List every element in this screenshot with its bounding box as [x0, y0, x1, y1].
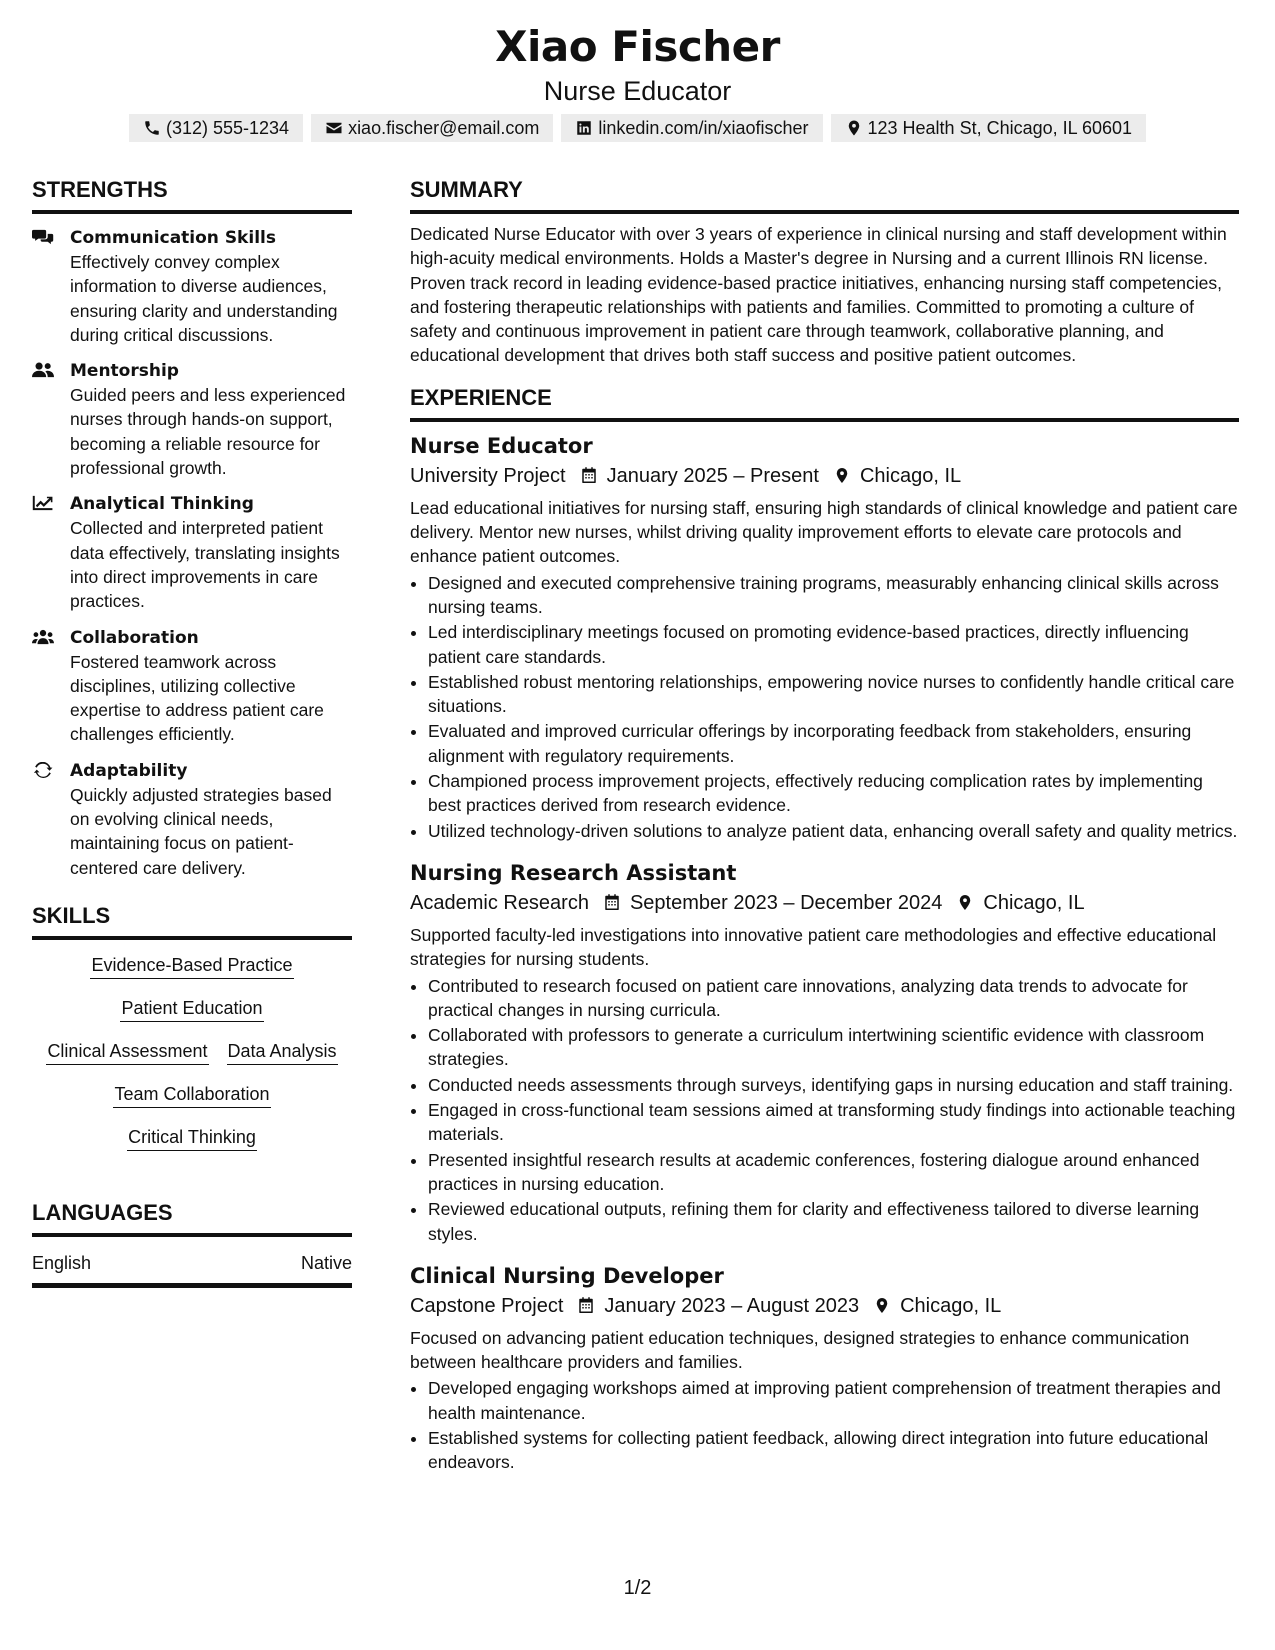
- experience-section: [410, 384, 1239, 1475]
- page-number: 1/2: [623, 1577, 652, 1599]
- phone-icon: [143, 119, 161, 137]
- job-bullet: • Reviewed educational outputs, refining them for clarity and effectiveness tailored to diverse learning styles.: [428, 1197, 1239, 1246]
- map-pin-icon: [873, 1296, 891, 1315]
- job-bullet: • Evaluated and improved curricular offerings by incorporating feedback from stakeholders, ensuring alignment with regulatory requirements.: [428, 719, 1239, 768]
- candidate-title: Nurse Educator: [543, 76, 732, 106]
- job-entry: [410, 432, 1239, 843]
- summary-section: [410, 176, 1239, 368]
- job-dates: January 2025 – Present: [606, 464, 819, 487]
- job-bullets: [410, 974, 1239, 1246]
- job-title: Nursing Research Assistant: [410, 860, 737, 885]
- job-meta: [410, 1291, 1239, 1321]
- users-icon: [32, 362, 54, 378]
- experience-heading: EXPERIENCE: [410, 384, 1239, 422]
- strengths-heading: STRENGTHS: [32, 176, 352, 214]
- job-location: Chicago, IL: [859, 464, 962, 487]
- left-column: [32, 176, 352, 1476]
- job-location: Chicago, IL: [983, 891, 1085, 914]
- strength-item: [32, 759, 352, 880]
- strength-description: Fostered teamwork across disciplines, utilizing collective expertise to address patient care challenges efficiently.: [70, 651, 324, 745]
- strength-description: Collected and interpreted patient data effectively, translating insights into direct improvements in care practices.: [70, 518, 340, 612]
- linkedin-icon: [575, 119, 593, 137]
- sync-icon: [32, 762, 54, 778]
- job-bullet: • Established systems for collecting patient feedback, allowing direct integration into future educational endeavors.: [428, 1426, 1239, 1475]
- job-location: Chicago, IL: [900, 1294, 1002, 1317]
- group-icon: [32, 629, 54, 645]
- map-pin-icon: [956, 893, 974, 912]
- job-bullet: • Established robust mentoring relationships, empowering novice nurses to confidently handle critical care situations.: [428, 670, 1239, 719]
- strength-item: [32, 359, 352, 480]
- skill-tag: Critical Thinking: [127, 1124, 257, 1151]
- contact-address: [831, 114, 1147, 142]
- job-title: Clinical Nursing Developer: [410, 1263, 724, 1288]
- strength-name: Communication Skills: [70, 228, 276, 248]
- strength-name: Analytical Thinking: [70, 494, 254, 515]
- strength-name: Collaboration: [70, 627, 199, 648]
- job-entry: [410, 859, 1239, 1246]
- right-column: [410, 176, 1239, 1476]
- skills-heading: SKILLS: [32, 902, 352, 940]
- strength-description: Guided peers and less experienced nurses through hands-on support, becoming a reliable resource for professional growth.: [70, 385, 346, 479]
- job-organization: University Project: [410, 464, 566, 487]
- skill-tag: Clinical Assessment: [46, 1038, 208, 1065]
- job-dates: September 2023 – December 2024: [629, 891, 943, 914]
- job-bullet: • Championed process improvement projects, effectively reducing complication rates by implementing best practices derived from research evidence.: [428, 769, 1239, 818]
- job-description: Supported faculty-led investigations into innovative patient care methodologies and effective educational strategies for nursing students.: [410, 924, 1217, 970]
- summary-heading: SUMMARY: [410, 176, 1239, 214]
- languages-heading: LANGUAGES: [32, 1199, 352, 1237]
- candidate-name: Xiao Fischer: [495, 22, 780, 71]
- job-bullet: • Designed and executed comprehensive training programs, measurably enhancing clinical skills across nursing teams.: [428, 571, 1239, 620]
- job-entry: [410, 1262, 1239, 1475]
- strength-item: [32, 626, 352, 747]
- strength-item: [32, 492, 352, 613]
- skill-tag: Evidence-Based Practice: [90, 952, 293, 979]
- summary-text: Dedicated Nurse Educator with over 3 years of experience in clinical nursing and staff development within high-acuity medical environments. Holds a Master's degree in Nursing and a current Illinois RN license. Proven track record in leading evidence-based practice initiatives, enhancing nursing staff competencies, and fostering therapeutic relationships with patients and families. Committed to promoting a culture of safety and continuous improvement in patient care through teamwork, collaborative planning, and educational development that drives both staff success and positive patient outcomes.: [410, 224, 1227, 366]
- calendar-icon: [580, 466, 598, 485]
- language-level: Native: [300, 1252, 352, 1273]
- job-bullet: • Contributed to research focused on patient care innovations, analyzing data trends to advocate for practical changes in nursing curricula.: [428, 974, 1239, 1023]
- strength-name: Mentorship: [70, 361, 179, 382]
- skill-tag: Team Collaboration: [113, 1081, 270, 1108]
- skills-section: [32, 902, 352, 1151]
- strength-item: [32, 226, 352, 347]
- strength-name: Adaptability: [70, 760, 188, 781]
- job-bullet: • Collaborated with professors to generate a curriculum intertwining scientific evidence with classroom strategies.: [428, 1023, 1239, 1072]
- job-bullet: • Led interdisciplinary meetings focused on promoting evidence-based practices, directly influencing patient care standards.: [428, 620, 1239, 669]
- strengths-section: [32, 176, 352, 880]
- job-description: Lead educational initiatives for nursing staff, ensuring high standards of clinical knowledge and patient care delivery. Mentor new nurses, whilst driving quality improvement efforts to elevate care protocols and enhance patient outcomes.: [410, 497, 1238, 567]
- contact-linkedin-text: linkedin.com/in/xiaofischer: [598, 117, 809, 138]
- chat-bubbles-icon: [32, 229, 54, 245]
- contact-email-text: xiao.fischer@email.com: [348, 117, 540, 138]
- job-organization: Capstone Project: [410, 1294, 564, 1317]
- job-bullets: [410, 571, 1239, 843]
- strength-description: Effectively convey complex information to diverse audiences, ensuring clarity and understanding during critical discussions.: [70, 252, 338, 345]
- contact-address-text: 123 Health St, Chicago, IL 60601: [867, 117, 1133, 138]
- contact-email[interactable]: [311, 114, 553, 142]
- line-chart-icon: [32, 495, 54, 511]
- job-bullet: • Developed engaging workshops aimed at improving patient comprehension of treatment therapies and health maintenance.: [428, 1376, 1239, 1425]
- job-title: Nurse Educator: [410, 433, 593, 458]
- job-bullet: • Conducted needs assessments through surveys, identifying gaps in nursing education and staff training.: [428, 1073, 1239, 1097]
- skill-tag: Patient Education: [120, 995, 263, 1022]
- languages-section: [32, 1199, 352, 1288]
- calendar-icon: [577, 1296, 595, 1315]
- contact-phone[interactable]: [129, 114, 303, 142]
- envelope-icon: [325, 119, 343, 137]
- language-row: [32, 1251, 352, 1288]
- job-description: Focused on advancing patient education techniques, designed strategies to enhance communication between healthcare providers and families.: [410, 1327, 1190, 1373]
- strength-description: Quickly adjusted strategies based on evolving clinical needs, maintaining focus on patient-centered care delivery.: [70, 784, 332, 878]
- job-bullets: [410, 1376, 1239, 1474]
- map-pin-icon: [845, 119, 863, 137]
- contact-linkedin[interactable]: [561, 114, 822, 142]
- language-name: English: [32, 1252, 92, 1273]
- calendar-icon: [603, 893, 621, 912]
- job-dates: January 2023 – August 2023: [604, 1294, 860, 1317]
- contact-bar: [0, 114, 1275, 142]
- job-meta: [410, 888, 1239, 918]
- job-bullet: • Engaged in cross-functional team sessions aimed at transforming study findings into actionable teaching materials.: [428, 1098, 1239, 1147]
- job-bullet: • Presented insightful research results at academic conferences, fostering dialogue around enhanced practices in nursing education.: [428, 1148, 1239, 1197]
- job-organization: Academic Research: [410, 891, 589, 914]
- job-bullet: • Utilized technology-driven solutions to analyze patient data, enhancing overall safety and quality metrics.: [428, 819, 1239, 843]
- map-pin-icon: [833, 466, 851, 485]
- skills-list: [32, 952, 352, 1151]
- job-meta: [410, 461, 1239, 491]
- resume-header: [0, 0, 1275, 142]
- skill-tag: Data Analysis: [227, 1038, 338, 1065]
- contact-phone-text: (312) 555-1234: [165, 117, 290, 138]
